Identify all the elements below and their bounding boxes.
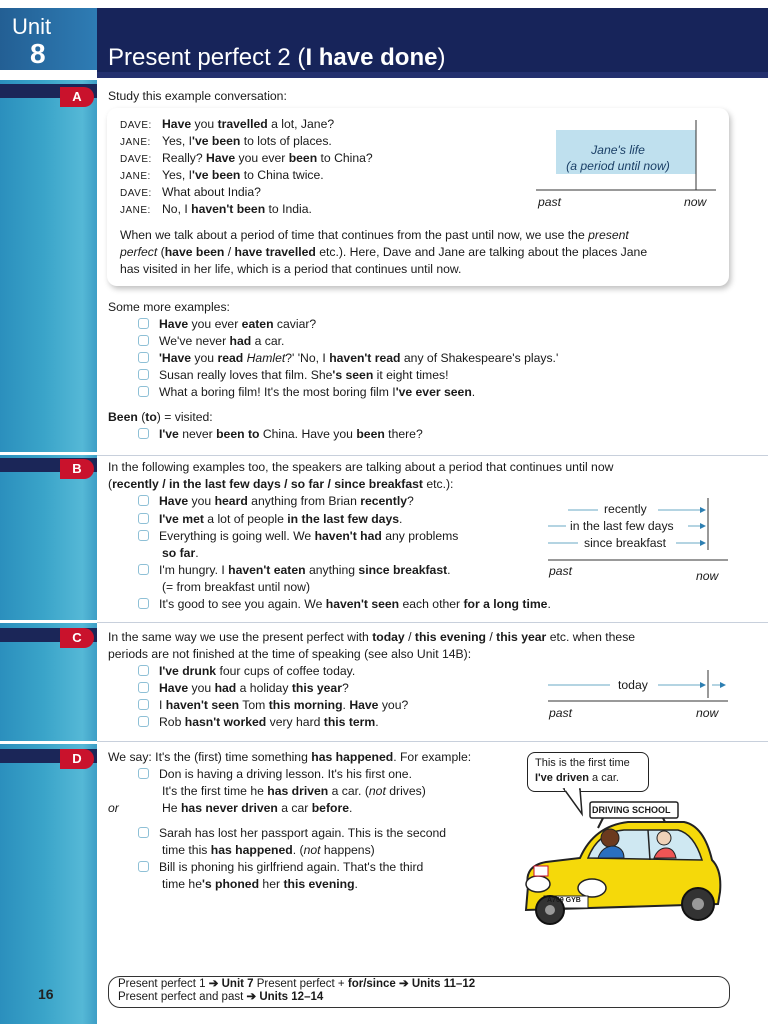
or-label: or	[108, 801, 119, 815]
example-item: It's good to see you again. We haven't seen each other for a long time.	[138, 596, 551, 612]
bullet-icon	[138, 682, 149, 693]
explanation-line: When we talk about a period of time that continues from the past until now, we use the present	[120, 228, 629, 242]
dialogue-line: JANE: No, I haven't been to India.	[120, 201, 312, 219]
section-divider	[97, 622, 768, 623]
bullet-icon	[138, 598, 149, 609]
driving-school-sign: DRIVING SCHOOL	[592, 805, 671, 815]
bullet-icon	[138, 335, 149, 346]
diagram-label-period: (a period until now)	[566, 159, 670, 173]
example-continuation: It's the first time he has driven a car. (not drives)	[162, 784, 426, 798]
bullet-icon	[138, 513, 149, 524]
side-tab-a	[0, 80, 97, 452]
section-divider	[97, 455, 768, 456]
section-b-intro: In the following examples too, the speakers are talking about a period that continues until now	[108, 460, 614, 474]
unit-number: 8	[30, 38, 46, 69]
side-tab-d	[0, 744, 97, 1024]
example-item: What a boring film! It's the most boring film I've ever seen.	[138, 384, 475, 400]
diagram-last-few-days: in the last few days	[570, 519, 674, 533]
section-c-intro: periods are not finished at the time of speaking (see also Unit 14B):	[108, 647, 472, 661]
bullet-icon	[138, 352, 149, 363]
number-plate-text: A709 GYB	[547, 897, 581, 904]
example-item: Sarah has lost her passport again. This is the second	[138, 825, 446, 841]
diagram-past: past	[538, 195, 562, 209]
section-letter-c: C	[60, 628, 94, 648]
section-letter-a: A	[60, 87, 94, 107]
diagram-now: now	[696, 569, 719, 583]
example-continuation: (= from breakfast until now)	[162, 580, 310, 594]
bullet-icon	[138, 716, 149, 727]
example-continuation: He has never driven a car before.	[162, 801, 353, 815]
speaker-label: JANE:	[120, 171, 151, 182]
diagram-past: past	[549, 564, 573, 578]
bullet-icon	[138, 428, 149, 439]
header-strip	[97, 72, 768, 78]
bullet-icon	[138, 386, 149, 397]
example-continuation: time this has happened. (not happens)	[162, 843, 375, 857]
diagram-since-breakfast: since breakfast	[584, 536, 666, 550]
bullet-icon	[138, 495, 149, 506]
example-item: Rob hasn't worked very hard this term.	[138, 714, 379, 730]
example-continuation: time he's phoned her this evening.	[162, 877, 358, 891]
page-number: 16	[38, 986, 54, 1002]
side-tab-b	[0, 455, 97, 620]
driving-school-car	[498, 800, 728, 940]
speaker-label: JANE:	[120, 137, 151, 148]
bullet-icon	[138, 699, 149, 710]
section-letter-d: D	[60, 749, 94, 769]
section-divider	[97, 741, 768, 742]
diagram-label-janes-life: Jane's life	[591, 143, 645, 157]
diagram-past: past	[549, 706, 573, 720]
example-item: Bill is phoning his girlfriend again. That's the third	[138, 859, 423, 875]
speaker-label: DAVE:	[120, 188, 152, 199]
example-item: Have you heard anything from Brian recently?	[138, 493, 414, 509]
cross-reference-line: Present perfect 1 ➔ Unit 7 Present perfect + for/since ➔ Units 11–12	[118, 978, 476, 990]
bullet-icon	[138, 564, 149, 575]
example-item: I've never been to China. Have you been there?	[138, 426, 423, 442]
page-title: Present perfect 2 (I have done)	[108, 44, 446, 71]
speaker-label: DAVE:	[120, 154, 152, 165]
bullet-icon	[138, 768, 149, 779]
example-item: I've met a lot of people in the last few days.	[138, 511, 402, 527]
speaker-label: JANE:	[120, 205, 151, 216]
diagram-today: today	[618, 678, 648, 692]
example-item: Susan really loves that film. She's seen it eight times!	[138, 367, 448, 383]
dialogue-line: DAVE: Have you travelled a lot, Jane?	[120, 116, 334, 134]
bubble-line-2: I've driven a car.	[535, 772, 619, 784]
speaker-label: DAVE:	[120, 120, 152, 131]
dialogue-line: DAVE: What about India?	[120, 184, 261, 202]
diagram-now: now	[684, 195, 707, 209]
more-examples-label: Some more examples:	[108, 300, 230, 314]
section-b-intro: (recently / in the last few days / so far / since breakfast etc.):	[108, 477, 454, 491]
example-item: 'Have you read Hamlet?' 'No, I haven't read any of Shakespeare's plays.'	[138, 350, 558, 366]
section-c-intro: In the same way we use the present perfect with today / this evening / this year etc. when these	[108, 630, 636, 644]
cross-reference-line: Present perfect and past ➔ Units 12–14	[118, 991, 324, 1003]
bullet-icon	[138, 530, 149, 541]
example-item: I'm hungry. I haven't eaten anything since breakfast.	[138, 562, 451, 578]
example-item: I haven't seen Tom this morning. Have you?	[138, 697, 408, 713]
section-letter-b: B	[60, 459, 94, 479]
unit-label: Unit	[12, 14, 52, 39]
bullet-icon	[138, 318, 149, 329]
example-item: Have you had a holiday this year?	[138, 680, 349, 696]
bullet-icon	[138, 861, 149, 872]
section-d-intro: We say: It's the (first) time something has happened. For example:	[108, 750, 472, 764]
example-item: Have you ever eaten caviar?	[138, 316, 316, 332]
section-a-intro: Study this example conversation:	[108, 89, 287, 103]
example-item: We've never had a car.	[138, 333, 284, 349]
explanation-line: has visited in her life, which is a period that continues until now.	[120, 262, 462, 276]
example-item: I've drunk four cups of coffee today.	[138, 663, 355, 679]
dialogue-line: JANE: Yes, I've been to China twice.	[120, 167, 324, 185]
bullet-icon	[138, 665, 149, 676]
diagram-now: now	[696, 706, 719, 720]
example-item: Everything is going well. We haven't had any problems	[138, 528, 458, 544]
been-to-note: Been (to) = visited:	[108, 410, 213, 424]
dialogue-line: DAVE: Really? Have you ever been to China?	[120, 150, 373, 168]
bubble-line-1: This is the first time	[535, 757, 630, 769]
example-continuation: so far.	[162, 546, 199, 560]
explanation-line: perfect (have been / have travelled etc.). Here, Dave and Jane are talking about the places Jane	[120, 245, 648, 259]
diagram-recently: recently	[604, 502, 647, 516]
dialogue-line: JANE: Yes, I've been to lots of places.	[120, 133, 332, 151]
bullet-icon	[138, 369, 149, 380]
bullet-icon	[138, 827, 149, 838]
example-item: Don is having a driving lesson. It's his first one.	[138, 766, 412, 782]
